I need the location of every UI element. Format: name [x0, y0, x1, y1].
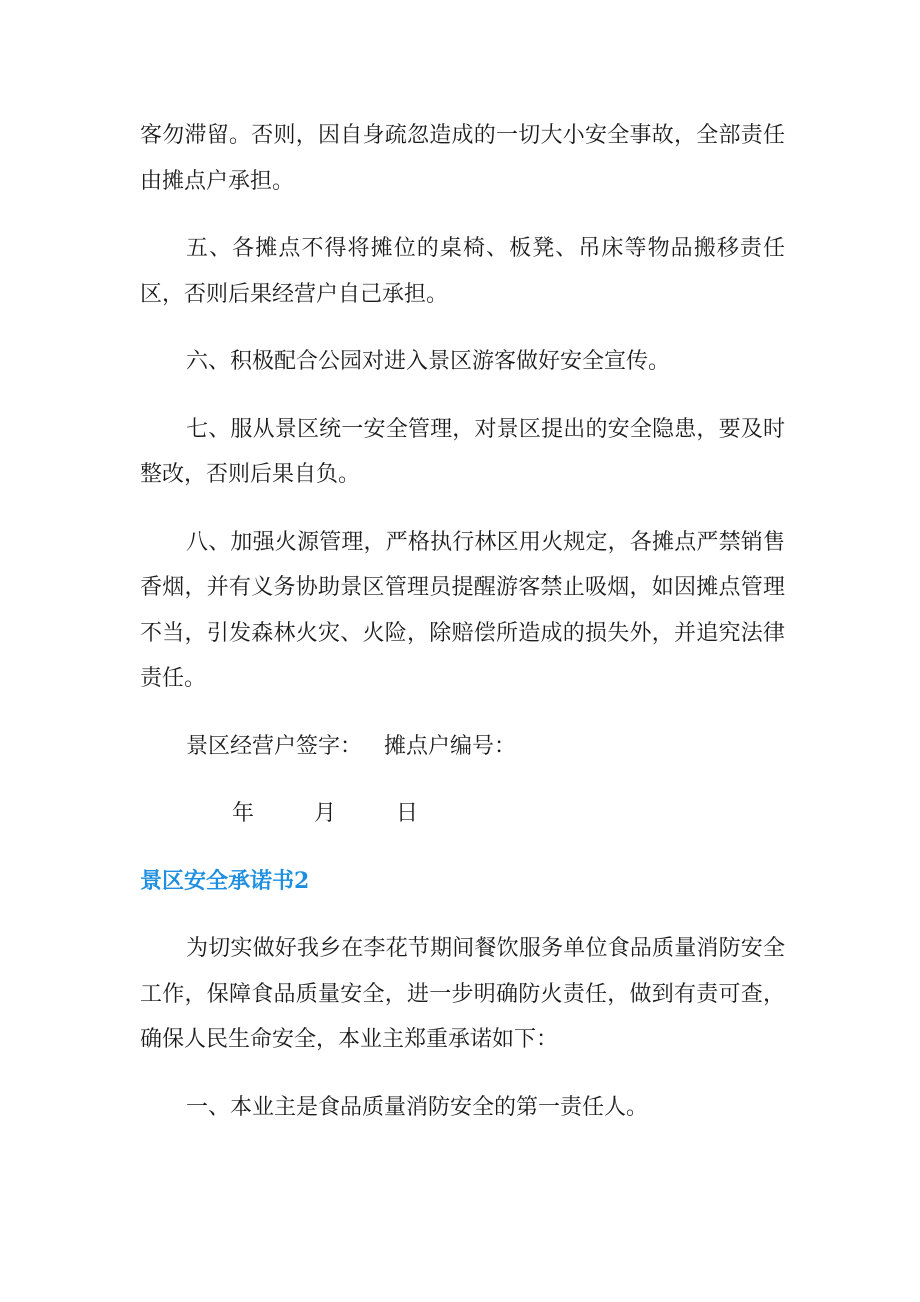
date-year: 年 [232, 801, 255, 826]
operator-signature-label: 景区经营户签字： [186, 733, 363, 759]
date-month: 月 [314, 801, 337, 826]
paragraph-item-1: 一、本业主是食品质量消防安全的第一责任人。 [186, 1094, 649, 1120]
signature-line [140, 724, 785, 770]
document-body [140, 113, 785, 1152]
paragraph-item-7: 七、服从景区统一安全管理，对景区提出的安全隐患，要及时整改，否则后果自负。 [140, 416, 785, 487]
section-heading: 景区安全承诺书2 [140, 867, 310, 894]
paragraph-item-6: 六、积极配合公园对进入景区游客做好安全宣传。 [186, 349, 671, 374]
paragraph-item-8: 八、加强火源管理，严格执行林区用火规定，各摊点严禁销售香烟，并有义务协助景区管理员提醒游客禁止吸烟，如因摊点管理不当，引发森林火灾、火险，除赔偿所造成的损失外，并追究法律责任。 [140, 529, 785, 691]
stall-number-label: 摊点户编号： [384, 733, 517, 759]
paragraph-item-5: 五、各摊点不得将摊位的桌椅、板凳、吊床等物品搬移责任区，否则后果经营户自己承担。 [140, 236, 785, 307]
paragraph-intro: 为切实做好我乡在李花节期间餐饮服务单位食品质量消防安全工作，保障食品质量安全，进一步明确防火责任，做到有责可查，确保人民生命安全，本业主郑重承诺如下： [140, 936, 785, 1052]
date-line [140, 791, 785, 837]
paragraph-continuation: 客勿滞留。否则，因自身疏忽造成的一切大小安全事故，全部责任由摊点户承担。 [140, 123, 785, 194]
date-day: 日 [396, 801, 419, 826]
